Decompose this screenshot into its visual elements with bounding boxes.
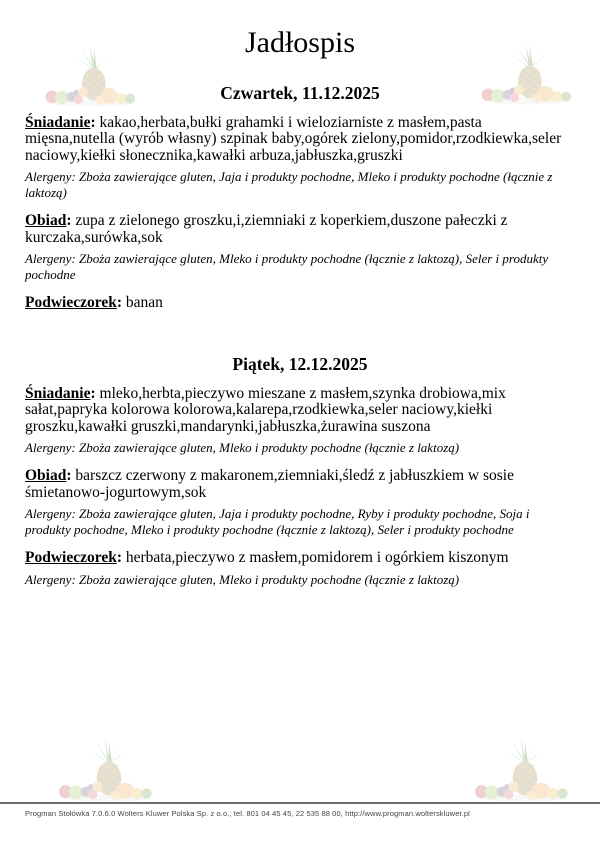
meal-label: Śniadanie [25,113,91,131]
meal-separator: : [116,293,122,311]
meal-separator: : [66,467,72,485]
footer-divider [0,802,600,804]
meal-line [25,115,575,165]
allergens-line: Alergeny: Zboża zawierające gluten, Mleko i produkty pochodne (łącznie z laktozą), Seler i produkty pochodne [25,251,549,283]
meal-label: Podwieczorek [25,293,117,311]
meal-label: Śniadanie [25,384,91,402]
menu-content [0,83,600,588]
meal-text: banan [125,293,163,311]
meal-separator: : [66,212,72,230]
meal-line [25,213,575,246]
meal-block-breakfast [25,115,575,201]
meal-label: Podwieczorek [25,549,117,567]
day-section-thursday [25,83,575,312]
footer-text: Progman Stołówka 7.0.6.0 Wolters Kluwer Polska Sp. z o.o., tel. 801 04 45 45, 22 535 88 00, http://www.progman.wolterskluwer.pl [25,809,470,818]
fruit-basket-image-bottom-right [468,736,578,802]
meal-separator: : [116,549,122,567]
meal-block-lunch [25,213,575,283]
allergens-line: Alergeny: Zboża zawierające gluten, Mleko i produkty pochodne (łącznie z laktozą) [25,440,460,456]
day-heading: Czwartek, 11.12.2025 [220,82,380,103]
allergens-line: Alergeny: Zboża zawierające gluten, Jaja i produkty pochodne, Mleko i produkty pochodne (łącznie z laktozą) [25,169,553,201]
allergens-line: Alergeny: Zboża zawierające gluten, Mleko i produkty pochodne (łącznie z laktozą) [25,571,460,587]
meal-line [25,468,575,501]
page-title: Jadłospis [244,26,355,59]
meal-block-afternoon-snack [25,550,575,587]
meal-line [25,550,575,567]
meal-text: zupa z zielonego groszku,i,ziemniaki z koperkiem,duszone pałeczki z kurczaka,surówka,sok [25,212,508,246]
day-section-friday [25,354,575,588]
meal-separator: : [90,384,96,402]
meal-block-breakfast [25,386,575,457]
fruit-basket-image-bottom-left [52,736,162,802]
meal-line [25,386,575,436]
meal-line [25,295,575,312]
meal-label: Obiad [25,212,67,230]
meal-separator: : [90,113,96,131]
day-heading: Piątek, 12.12.2025 [232,353,368,374]
meal-block-afternoon-snack [25,295,575,312]
meal-text: kakao,herbata,bułki grahamki i wieloziarniste z masłem,pasta mięsna,nutella (wyrób własny) szpinak baby,ogórek zielony,pomidor,rzodkiewka,seler naciowy,kiełki słonecznika,kawałki arbuza,jabłuszka,gruszki [25,113,562,164]
meal-text: herbata,pieczywo z masłem,pomidorem i ogórkiem kiszonym [125,549,509,567]
meal-text: mleko,herbta,pieczywo mieszane z masłem,szynka drobiowa,mix sałat,papryka kolorowa kolorowa,kalarepa,rzodkiewka,seler naciowy,kiełki groszku,kawałki gruszki,mandarynki,jabłuszka,żurawina suszona [25,384,506,435]
allergens-line: Alergeny: Zboża zawierające gluten, Jaja i produkty pochodne, Ryby i produkty pochodne, Soja i produkty pochodne, Mleko i produkty pochodne (łącznie z laktozą), Seler i produkty pochodne [25,506,530,538]
meal-text: barszcz czerwony z makaronem,ziemniaki,śledź z jabłuszkiem w sosie śmietanowo-jogurtowym,sok [25,467,514,501]
meal-block-lunch [25,468,575,538]
meal-label: Obiad [25,467,67,485]
